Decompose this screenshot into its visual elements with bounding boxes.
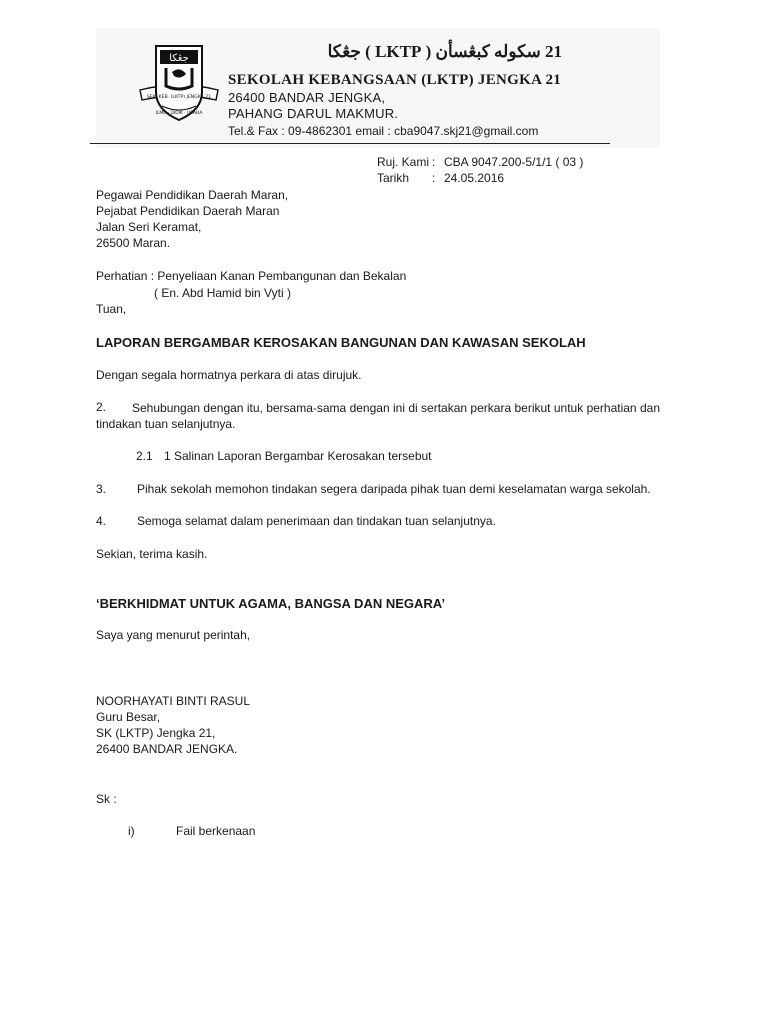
sign-off: Saya yang menurut perintah, [96,628,251,642]
signatory-title: Guru Besar, [96,710,161,724]
para-4-text: Semoga selamat dalam penerimaan dan tindakan tuan selanjutnya. [137,514,496,528]
date-label: Tarikh [377,171,410,185]
signatory-name: NOORHAYATI BINTI RASUL [96,694,251,708]
address-line-2: PAHANG DARUL MAKMUR. [228,106,399,121]
school-name: SEKOLAH KEBANGSAAN (LKTP) JENGKA 21 [228,72,562,88]
cc-item-text: Fail berkenaan [176,824,256,838]
salutation: Tuan, [96,302,127,316]
signatory-city: 26400 BANDAR JENGKA. [96,742,238,756]
para-3-text: Pihak sekolah memohon tindakan segera daripada pihak tuan demi keselamatan warga sekolah. [137,482,651,496]
para-2-1-number: 2.1 [136,449,153,463]
attention-line-2: ( En. Abd Hamid bin Vyti ) [154,286,291,300]
recipient-line-2: Pejabat Pendidikan Daerah Maran [96,204,280,218]
attention-line-1: Perhatian : Penyeliaan Kanan Pembangunan dan Bekalan [96,269,407,283]
logo-motto-text: ILMU · DIDIK · USAHA [155,111,203,116]
para-3-number: 3. [96,482,107,496]
para-2-1-text: 1 Salinan Laporan Bergambar Kerosakan tersebut [164,449,432,463]
intro-paragraph: Dengan segala hormatnya perkara di atas dirujuk. [96,368,362,382]
date-colon: : [432,171,436,185]
arabic-school-title: 21 سكوله كبڠسأن ( LKTP ) جڠکا [327,42,562,61]
recipient-line-4: 26500 Maran. [96,236,171,250]
cc-label: Sk : [96,792,117,806]
closing-line: Sekian, terima kasih. [96,547,208,561]
signatory-org: SK (LKTP) Jengka 21, [96,726,216,740]
date-value: 24.05.2016 [444,171,505,185]
ref-colon: : [432,155,436,169]
logo-banner-text: SEK. KEB. (LKTP) JENGKA 21 [146,95,212,100]
ref-value: CBA 9047.200-5/1/1 ( 03 ) [444,155,584,169]
logo-top-text: جڠکا [169,53,189,64]
para-4-number: 4. [96,514,107,528]
ref-label: Ruj. Kami [377,155,430,169]
para-2-text: Sehubungan dengan itu, bersama-sama dengan ini di sertakan perkara berikut untuk perhatian dan tindakan tuan selanjutnya. [96,401,660,431]
subject-heading: LAPORAN BERGAMBAR KEROSAKAN BANGUNAN DAN KAWASAN SEKOLAH [96,335,586,350]
recipient-line-3: Jalan Seri Keramat, [96,220,202,234]
contact-line: Tel.& Fax : 09-4862301 email : cba9047.skj21@gmail.com [228,124,539,138]
para-2-number: 2. [96,400,107,414]
letterhead-divider [90,143,610,144]
address-line-1: 26400 BANDAR JENGKA, [228,90,386,105]
school-motto: ‘BERKHIDMAT UNTUK AGAMA, BANGSA DAN NEGARA’ [96,596,446,611]
cc-item-number: i) [128,824,135,838]
school-logo [136,40,222,130]
recipient-line-1: Pegawai Pendidikan Daerah Maran, [96,188,289,202]
